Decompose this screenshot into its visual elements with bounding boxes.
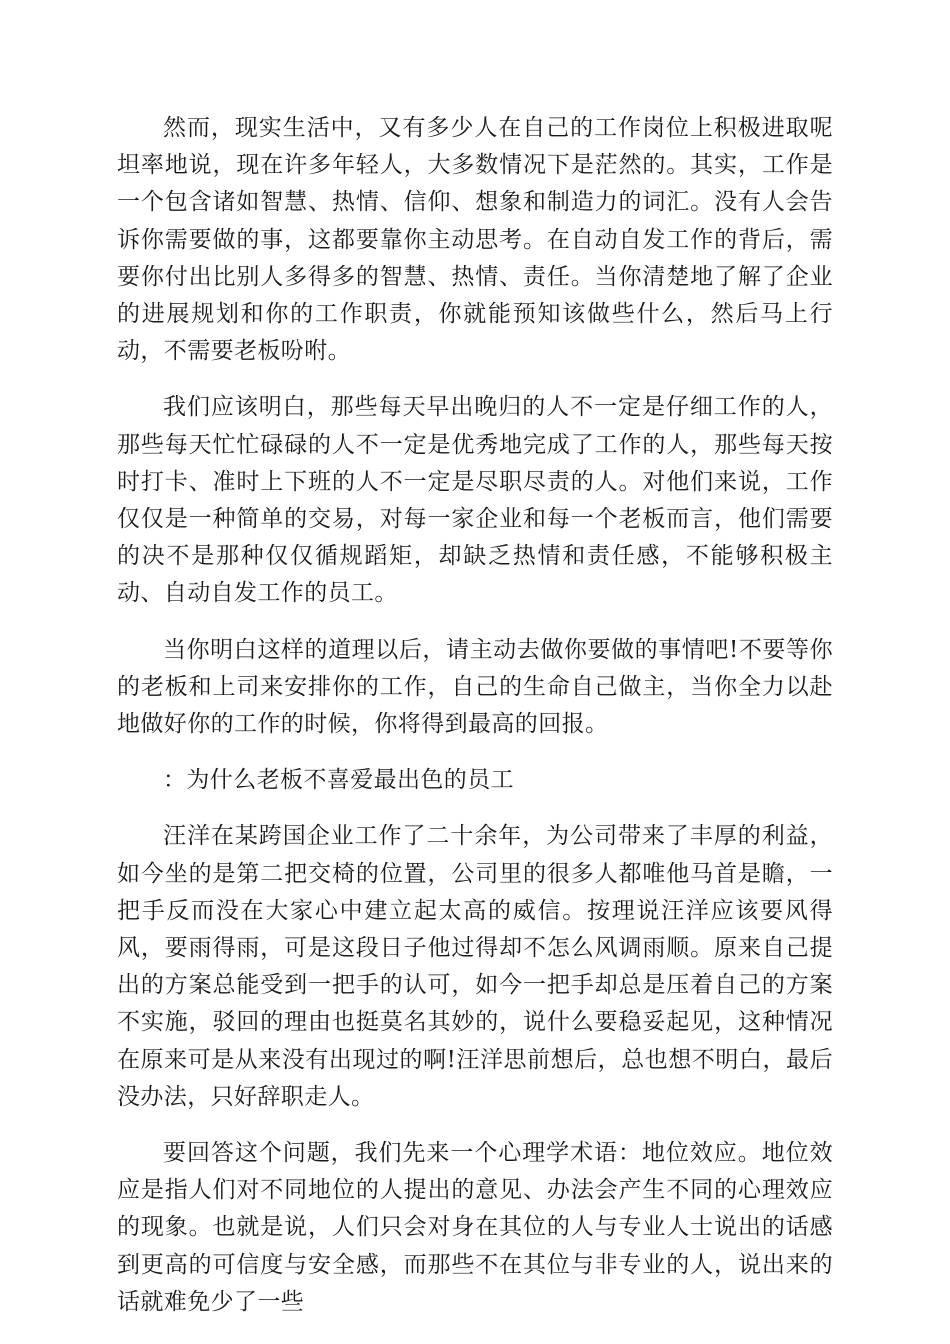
paragraph-3: 当你明白这样的道理以后，请主动去做你要做的事情吧!不要等你的老板和上司来安排你的工作，自己的生命自己做主，当你全力以赴地做好你的工作的时候，你将得到最高的回报。 bbox=[117, 636, 833, 738]
paragraph-5: 要回答这个问题，我们先来一个心理学术语：地位效应。地位效应是指人们对不同地位的人提出的意见、办法会产生不同的心理效应的现象。也就是说，人们只会对身在其位的人与专业人士说出的话感到更高的可信度与安全感，而那些不在其位与非专业的人，说出来的话就难免少了一些 bbox=[117, 1140, 833, 1315]
paragraph-4: 汪洋在某跨国企业工作了二十余年，为公司带来了丰厚的利益，如今坐的是第二把交椅的位置，公司里的很多人都唯他马首是瞻，一把手反而没在大家心中建立起太高的威信。按理说汪洋应该要风得风，要雨得雨，可是这段日子他过得却不怎么风调雨顺。原来自己提出的方案总能受到一把手的认可，如今一把手却总是压着自己的方案不实施，驳回的理由也挺莫名其妙的，说什么要稳妥起见，这种情况在原来可是从来没有出现过的啊!汪洋思前想后，总也想不明白，最后没办法，只好辞职走人。 bbox=[117, 823, 833, 1110]
paragraph-1: 然而，现实生活中，又有多少人在自己的工作岗位上积极进取呢坦率地说，现在许多年轻人，大多数情况下是茫然的。其实，工作是一个包含诸如智慧、热情、信仰、想象和制造力的词汇。没有人会告诉你需要做的事，这都要靠你主动思考。在自动自发工作的背后，需要你付出比别人多得多的智慧、热情、责任。当你清楚地了解了企业的进展规划和你的工作职责，你就能预知该做些什么，然后马上行动，不需要老板吩咐。 bbox=[117, 115, 833, 365]
document-page bbox=[117, 110, 833, 1340]
paragraph-2: 我们应该明白，那些每天早出晚归的人不一定是仔细工作的人，那些每天忙忙碌碌的人不一定是优秀地完成了工作的人，那些每天按时打卡、准时上下班的人不一定是尽职尽责的人。对他们来说，工作仅仅是一种简单的交易，对每一家企业和每一个老板而言，他们需要的决不是那种仅仅循规蹈矩，却缺乏热情和责任感，不能够积极主动、自动自发工作的员工。 bbox=[117, 394, 833, 607]
section-heading: ：为什么老板不喜爱最出色的员工 bbox=[163, 767, 514, 794]
